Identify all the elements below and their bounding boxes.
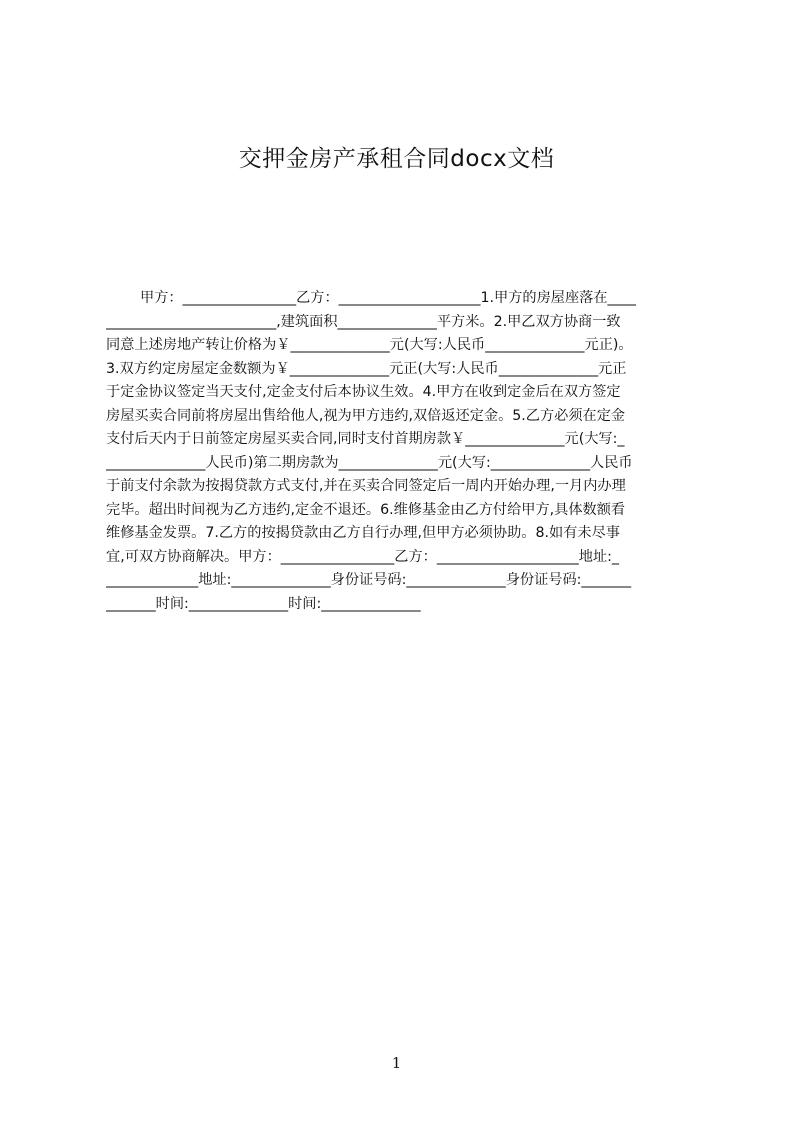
text-line: _____________地址:______________身份证号码:______________身份证号码:_______ xyxy=(106,572,632,588)
text-line: 房屋买卖合同前将房屋出售给他人,视为甲方违约,双倍返还定金。5.乙方必须在定金 xyxy=(106,407,626,424)
text-line: _______时间:______________时间:______________ xyxy=(106,595,421,612)
text-line: ________________________,建筑面积______________平方米。2.甲乙双方协商一致 xyxy=(106,313,621,330)
text-line: 维修基金发票。7.乙方的按揭贷款由乙方自行办理,但甲方必须协助。8.如有未尽事 xyxy=(106,525,620,541)
text-line: ______________人民币)第二期房款为______________元(大写:______________人民币 xyxy=(106,454,633,471)
text-line: 于前支付余款为按揭贷款方式支付,并在买卖合同签定后一周内开始办理,一月内办理 xyxy=(106,478,626,494)
text-line: 3.双方约定房屋定金数额为￥______________元正(大写:人民币______________元正 xyxy=(106,360,627,377)
text-line: 宜,可双方协商解决。甲方：________________乙方：____________________地址:_ xyxy=(106,548,619,565)
text-line: 同意上述房地产转让价格为￥______________元(大写:人民币______________元正)。 xyxy=(106,337,633,353)
document-title: 交押金房产承租合同docx文档 xyxy=(238,146,555,172)
text-line: 完毕。超出时间视为乙方违约,定金不退还。6.维修基金由乙方付给甲方,具体数额看 xyxy=(106,501,626,518)
contract-body xyxy=(106,287,706,616)
page-number: 1 xyxy=(391,1054,402,1072)
text-line: 于定金协议签定当天支付,定金支付后本协议生效。4.甲方在收到定金后在双方签定 xyxy=(106,384,621,400)
text-line: 甲方：________________乙方：____________________1.甲方的房屋座落在____ xyxy=(140,290,636,306)
text-line: 支付后天内于日前签定房屋买卖合同,同时支付首期房款￥______________元(大写:_ xyxy=(106,431,625,447)
